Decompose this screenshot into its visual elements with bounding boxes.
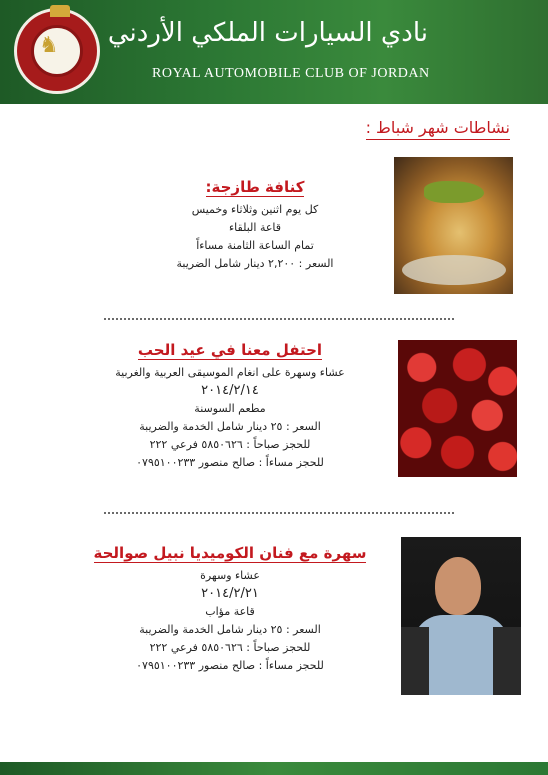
event-venue: مطعم السوسنة — [194, 402, 266, 415]
kunafa-photo — [394, 157, 513, 294]
event-valentine — [80, 341, 380, 472]
booking-evening: للحجز مساءاً : صالح منصور ٠٧٩٥١٠٠٢٣٣ — [136, 659, 324, 672]
divider — [104, 512, 454, 514]
event-price: السعر : ٢٥ دينار شامل الخدمة والضريبة — [139, 420, 321, 433]
jacket-left — [401, 627, 429, 695]
footer-bar — [0, 762, 548, 775]
header-banner — [0, 0, 548, 104]
event-time: تمام الساعة الثامنة مساءاً — [196, 239, 314, 252]
roses-photo — [398, 340, 517, 477]
plate — [402, 255, 506, 285]
section-heading: نشاطات شهر شباط : — [366, 118, 510, 140]
event-title: سهرة مع فنان الكوميديا نبيل صوالحة — [93, 544, 367, 562]
face — [435, 557, 481, 615]
pistachio-topping — [424, 181, 484, 203]
booking-morning: للحجز صباحاً : ٥٨٥٠٦٢٦ فرعي ٢٢٢ — [149, 641, 311, 654]
event-comedy — [80, 544, 380, 675]
booking-morning: للحجز صباحاً : ٥٨٥٠٦٢٦ فرعي ٢٢٢ — [149, 438, 311, 451]
booking-evening: للحجز مساءاً : صالح منصور ٠٧٩٥١٠٠٢٣٣ — [136, 456, 324, 469]
divider — [104, 318, 454, 320]
event-price: السعر : ٢,٢٠٠ دينار شامل الضريبة — [176, 257, 334, 270]
header-title-english: ROYAL AUTOMOBILE CLUB OF JORDAN — [152, 66, 430, 81]
event-venue: قاعة البلقاء — [228, 221, 282, 234]
jacket-right — [493, 627, 521, 695]
event-description: عشاء وسهرة — [200, 569, 260, 582]
event-schedule: كل يوم اثنين وثلاثاء وخميس — [191, 203, 319, 216]
event-date: ٢٠١٤/٢/١٤ — [201, 383, 259, 398]
event-date: ٢٠١٤/٢/٢١ — [201, 586, 259, 601]
header-title-arabic: نادي السيارات الملكي الأردني — [107, 18, 428, 48]
gazelle-icon: ♞ — [39, 33, 59, 58]
event-title: كنافة طازجة: — [205, 178, 305, 196]
event-description: عشاء وسهرة على انغام الموسيقى العربية والغربية — [115, 366, 345, 379]
club-logo — [14, 8, 100, 94]
event-title: احتفل معنا في عيد الحب — [137, 341, 323, 359]
artist-photo — [401, 537, 521, 695]
event-kunafa — [120, 178, 390, 273]
event-price: السعر : ٢٥ دينار شامل الخدمة والضريبة — [139, 623, 321, 636]
crown-icon — [50, 5, 70, 17]
event-venue: قاعة مؤاب — [205, 605, 255, 618]
